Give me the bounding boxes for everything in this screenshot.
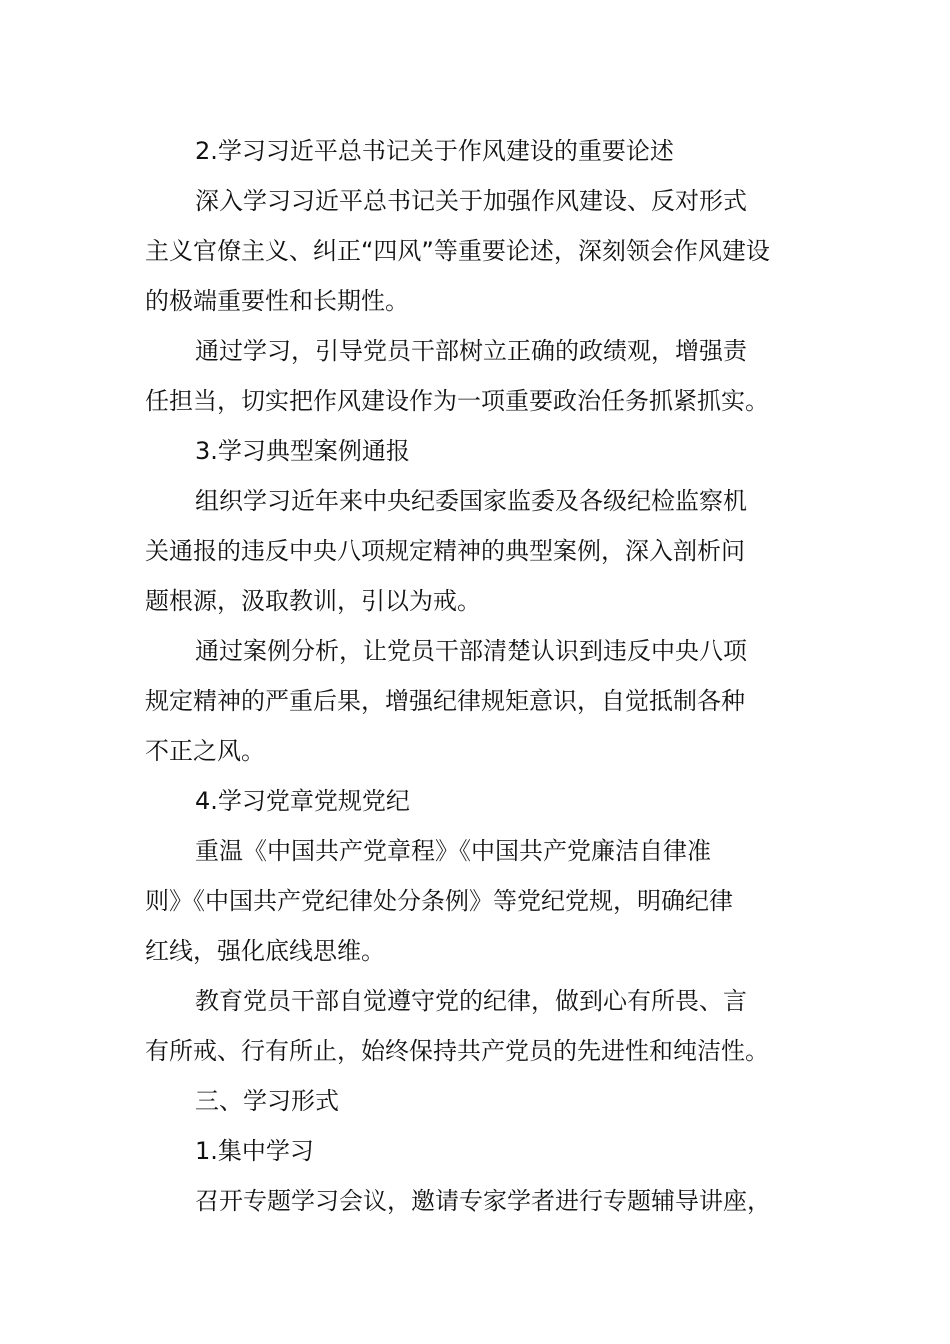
text-line: 2.学习习近平总书记关于作风建设的重要论述	[195, 137, 674, 165]
section-heading	[145, 776, 810, 826]
paragraph	[145, 826, 810, 976]
text-line: 则》《中国共产党纪律处分条例》等党纪党规，明确纪律	[145, 887, 733, 915]
section-heading	[145, 426, 810, 476]
text-line: 3.学习典型案例通报	[195, 437, 410, 465]
text-line: 的极端重要性和长期性。	[145, 287, 409, 315]
text-line: 红线，强化底线思维。	[145, 937, 385, 965]
text-line: 通过案例分析，让党员干部清楚认识到违反中央八项	[195, 637, 747, 665]
text-line: 主义官僚主义、纠正“四风”等重要论述，深刻领会作风建设	[145, 237, 770, 265]
text-line: 关通报的违反中央八项规定精神的典型案例，深入剖析问	[145, 537, 745, 565]
text-line: 不正之风。	[145, 737, 265, 765]
text-line: 通过学习，引导党员干部树立正确的政绩观，增强责	[195, 337, 747, 365]
paragraph	[145, 1176, 810, 1226]
paragraph	[145, 976, 810, 1076]
text-line: 深入学习习近平总书记关于加强作风建设、反对形式	[195, 187, 747, 215]
document-body	[145, 126, 810, 1226]
paragraph	[145, 626, 810, 776]
text-line: 教育党员干部自觉遵守党的纪律，做到心有所畏、言	[195, 987, 747, 1015]
text-line: 组织学习近年来中央纪委国家监委及各级纪检监察机	[195, 487, 747, 515]
section-heading	[145, 126, 810, 176]
paragraph	[145, 176, 810, 326]
paragraph	[145, 476, 810, 626]
text-line: 有所戒、行有所止，始终保持共产党员的先进性和纯洁性。	[145, 1037, 769, 1065]
text-line: 任担当，切实把作风建设作为一项重要政治任务抓紧抓实。	[145, 387, 769, 415]
section-heading	[145, 1076, 810, 1126]
text-line: 4.学习党章党规党纪	[195, 787, 410, 815]
text-line: 三、学习形式	[195, 1087, 339, 1115]
text-line: 重温《中国共产党章程》《中国共产党廉洁自律准	[195, 837, 711, 865]
text-line: 规定精神的严重后果，增强纪律规矩意识，自觉抵制各种	[145, 687, 745, 715]
section-heading	[145, 1126, 810, 1176]
text-line: 题根源，汲取教训，引以为戒。	[145, 587, 481, 615]
text-line: 1.集中学习	[195, 1137, 314, 1165]
text-line: 召开专题学习会议，邀请专家学者进行专题辅导讲座，	[195, 1187, 771, 1215]
paragraph	[145, 326, 810, 426]
